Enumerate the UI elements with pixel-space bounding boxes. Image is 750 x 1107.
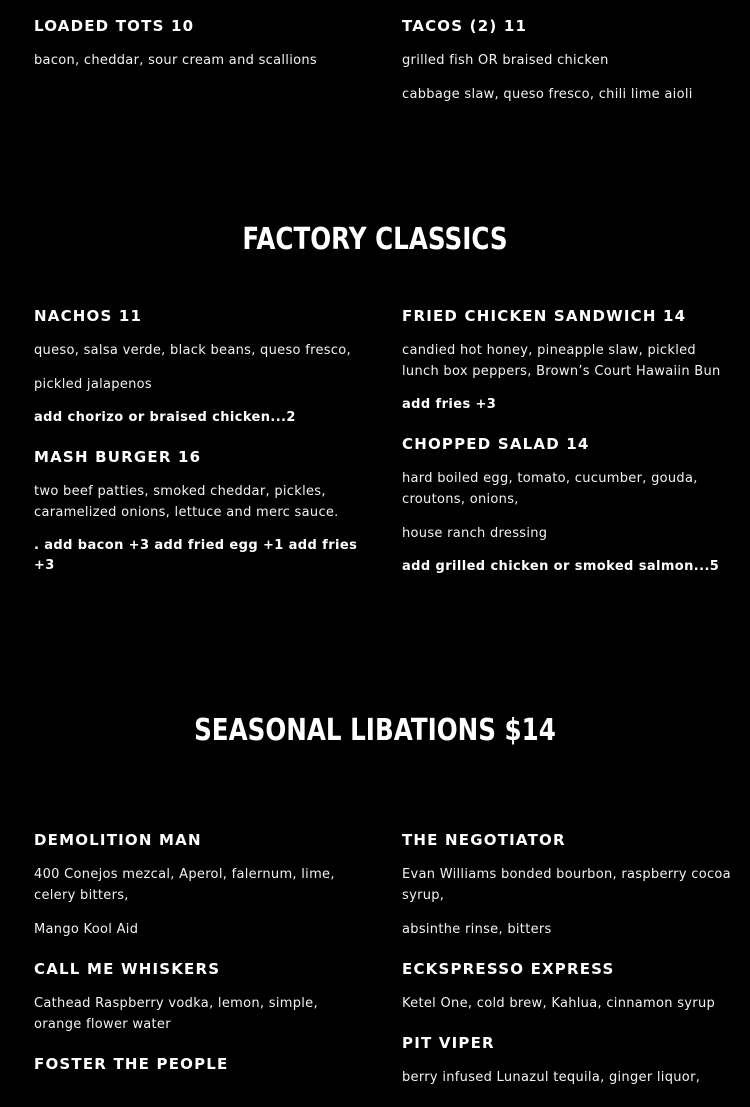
item-title: MASH BURGER 16 — [34, 448, 202, 466]
item-description: candied hot honey, pineapple slaw, pickled lunch box peppers, Brown’s Court Hawaiin Bun — [402, 343, 721, 379]
item-title: LOADED TOTS 10 — [34, 17, 195, 35]
item-description: absinthe rinse, bitters — [402, 922, 552, 937]
item-addon: add chorizo or braised chicken...2 — [34, 410, 296, 425]
menu-item-call-me-whiskers — [34, 959, 364, 1035]
item-description: house ranch dressing — [402, 526, 548, 541]
item-description: Ketel One, cold brew, Kahlua, cinnamon syrup — [402, 996, 716, 1011]
item-title: TACOS (2) 11 — [402, 17, 528, 35]
item-title: FRIED CHICKEN SANDWICH 14 — [402, 307, 687, 325]
item-description: bacon, cheddar, sour cream and scallions — [34, 53, 317, 68]
item-description: queso, salsa verde, black beans, queso fresco, — [34, 343, 351, 358]
item-title: PIT VIPER — [402, 1034, 495, 1052]
libations-right-column — [402, 830, 732, 1107]
item-description: cabbage slaw, queso fresco, chili lime aioli — [402, 87, 693, 102]
item-description: Evan Williams bonded bourbon, raspberry cocoa syrup, — [402, 867, 731, 903]
classics-left-column — [34, 306, 364, 595]
item-title: NACHOS 11 — [34, 307, 143, 325]
item-title: DEMOLITION MAN — [34, 831, 202, 849]
item-addon: add fries +3 — [402, 397, 497, 412]
item-title: ECKSPRESSO EXPRESS — [402, 960, 615, 978]
menu-item-foster-the-people — [34, 1054, 364, 1074]
item-description: two beef patties, smoked cheddar, pickles, caramelized onions, lettuce and merc sauce. — [34, 484, 339, 520]
libations-left-column — [34, 830, 364, 1093]
menu-item-demolition-man — [34, 830, 364, 940]
item-description: hard boiled egg, tomato, cucumber, gouda, croutons, onions, — [402, 471, 698, 507]
menu-item-eckspresso-express — [402, 959, 732, 1014]
menu-item-the-negotiator — [402, 830, 732, 940]
item-description: berry infused Lunazul tequila, ginger liquor, — [402, 1070, 701, 1085]
item-description: Cathead Raspberry vodka, lemon, simple, orange flower water — [34, 996, 318, 1032]
item-title: CALL ME WHISKERS — [34, 960, 221, 978]
menu-item-tacos — [402, 16, 732, 118]
item-description: 400 Conejos mezcal, Aperol, falernum, lime, celery bitters, — [34, 867, 335, 903]
menu-item-fried-chicken-sandwich — [402, 306, 732, 415]
item-description: pickled jalapenos — [34, 377, 153, 392]
menu-item-pit-viper — [402, 1033, 732, 1088]
item-title: FOSTER THE PEOPLE — [34, 1055, 229, 1073]
section-heading-factory-classics: FACTORY CLASSICS — [242, 222, 508, 257]
classics-right-column — [402, 306, 732, 596]
item-addon: . add bacon +3 add fried egg +1 add fries +3 — [34, 538, 358, 573]
menu-item-loaded-tots — [34, 16, 364, 84]
item-description: Mango Kool Aid — [34, 922, 139, 937]
menu-item-nachos — [34, 306, 364, 428]
item-title: THE NEGOTIATOR — [402, 831, 566, 849]
menu-item-mash-burger — [34, 447, 364, 576]
item-description: grilled fish OR braised chicken — [402, 53, 609, 68]
menu-item-chopped-salad — [402, 434, 732, 577]
item-addon: add grilled chicken or smoked salmon...5 — [402, 559, 720, 574]
section-heading-seasonal-libations: SEASONAL LIBATIONS $14 — [194, 713, 556, 748]
item-title: CHOPPED SALAD 14 — [402, 435, 590, 453]
